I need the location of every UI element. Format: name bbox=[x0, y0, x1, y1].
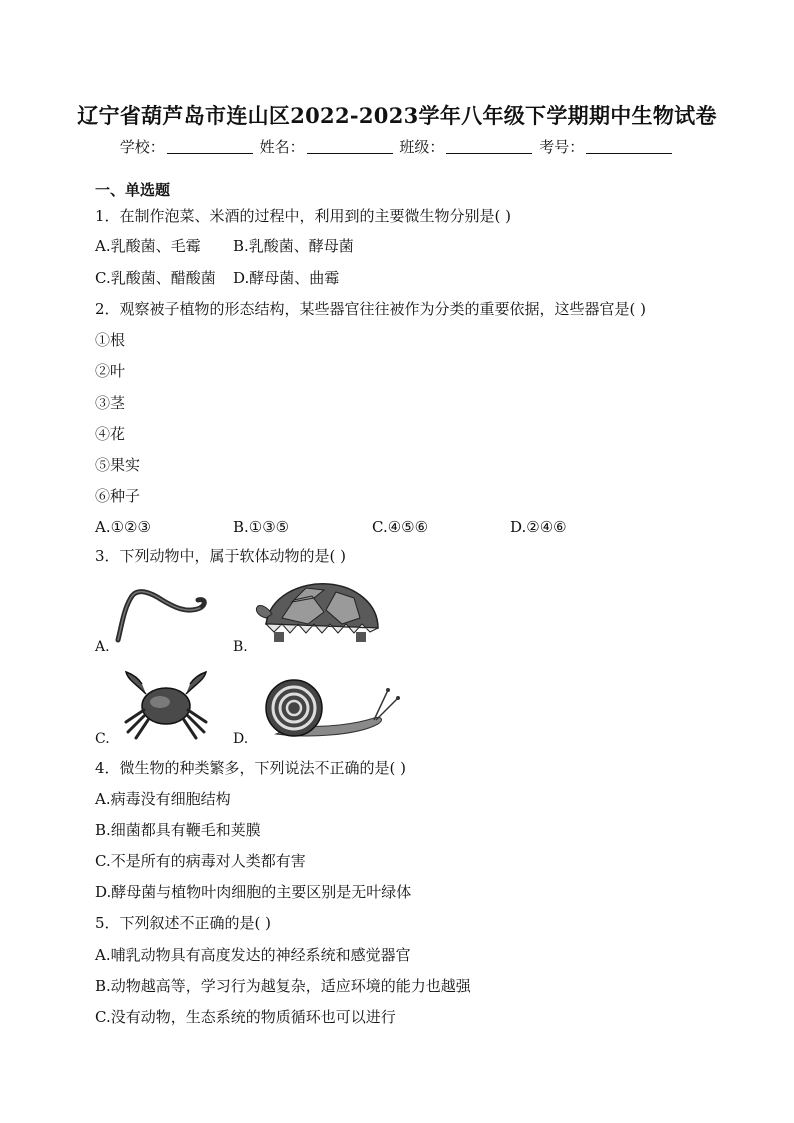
number-blank[interactable] bbox=[586, 139, 672, 154]
question-4-option-b[interactable]: B.细菌都具有鞭毛和荚膜 bbox=[95, 821, 261, 839]
question-5-stem: 5．下列叙述不正确的是( ) bbox=[95, 914, 272, 932]
question-5-option-b[interactable]: B.动物越高等，学习行为越复杂，适应环境的能力也越强 bbox=[95, 977, 471, 995]
tortoise-icon[interactable] bbox=[252, 578, 384, 646]
question-2-stem: 2．观察被子植物的形态结构，某些器官往往被作为分类的重要依据，这些器官是( ) bbox=[95, 300, 647, 318]
question-2-item: ①根 bbox=[95, 331, 126, 349]
question-2-item: ⑥种子 bbox=[95, 487, 141, 505]
question-1-option-c[interactable]: C.乳酸菌、醋酸菌 bbox=[95, 269, 216, 287]
question-1-option-d[interactable]: D.酵母菌、曲霉 bbox=[233, 269, 340, 287]
crab-icon[interactable] bbox=[118, 664, 214, 740]
question-4-option-c[interactable]: C.不是所有的病毒对人类都有害 bbox=[95, 852, 306, 870]
question-5-option-a[interactable]: A.哺乳动物具有高度发达的神经系统和感觉器官 bbox=[95, 946, 411, 964]
earthworm-icon[interactable] bbox=[110, 584, 210, 644]
question-1-stem: 1．在制作泡菜、米酒的过程中，利用到的主要微生物分别是( ) bbox=[95, 207, 512, 225]
question-2-item: ②叶 bbox=[95, 362, 126, 380]
question-2-option-d[interactable]: D.②④⑥ bbox=[510, 518, 567, 536]
question-2-option-b[interactable]: B.①③⑤ bbox=[233, 518, 290, 536]
question-1-option-b[interactable]: B.乳酸菌、酵母菌 bbox=[233, 237, 354, 255]
question-3-option-b[interactable]: B. bbox=[233, 639, 248, 655]
name-blank[interactable] bbox=[307, 139, 393, 154]
question-5-option-c[interactable]: C.没有动物，生态系统的物质循环也可以进行 bbox=[95, 1008, 396, 1026]
question-2-option-a[interactable]: A.①②③ bbox=[95, 518, 151, 536]
school-label: 学校： bbox=[119, 138, 165, 156]
question-2-item: ④花 bbox=[95, 425, 126, 443]
number-label: 考号： bbox=[539, 138, 585, 156]
question-2-item: ③茎 bbox=[95, 394, 126, 412]
question-1-option-a[interactable]: A.乳酸菌、毛霉 bbox=[95, 237, 201, 255]
school-blank[interactable] bbox=[167, 139, 253, 154]
exam-title: 辽宁省葫芦岛市连山区2022-2023学年八年级下学期期中生物试卷 bbox=[77, 103, 717, 128]
question-3-option-d[interactable]: D. bbox=[233, 731, 249, 747]
name-label: 姓名： bbox=[259, 138, 305, 156]
section-heading: 一、单选题 bbox=[95, 181, 171, 199]
question-2-option-c[interactable]: C.④⑤⑥ bbox=[372, 518, 429, 536]
question-2-item: ⑤果实 bbox=[95, 456, 141, 474]
question-3-option-c[interactable]: C. bbox=[95, 731, 110, 747]
question-3-option-a[interactable]: A. bbox=[95, 639, 110, 655]
question-4-stem: 4．微生物的种类繁多，下列说法不正确的是( ) bbox=[95, 759, 407, 777]
class-label: 班级： bbox=[399, 138, 445, 156]
question-3-stem: 3．下列动物中，属于软体动物的是( ) bbox=[95, 547, 347, 565]
question-4-option-a[interactable]: A.病毒没有细胞结构 bbox=[95, 790, 231, 808]
question-4-option-d[interactable]: D.酵母菌与植物叶肉细胞的主要区别是无叶绿体 bbox=[95, 883, 412, 901]
student-info-row bbox=[0, 136, 794, 157]
snail-icon[interactable] bbox=[256, 676, 400, 742]
class-blank[interactable] bbox=[446, 139, 532, 154]
